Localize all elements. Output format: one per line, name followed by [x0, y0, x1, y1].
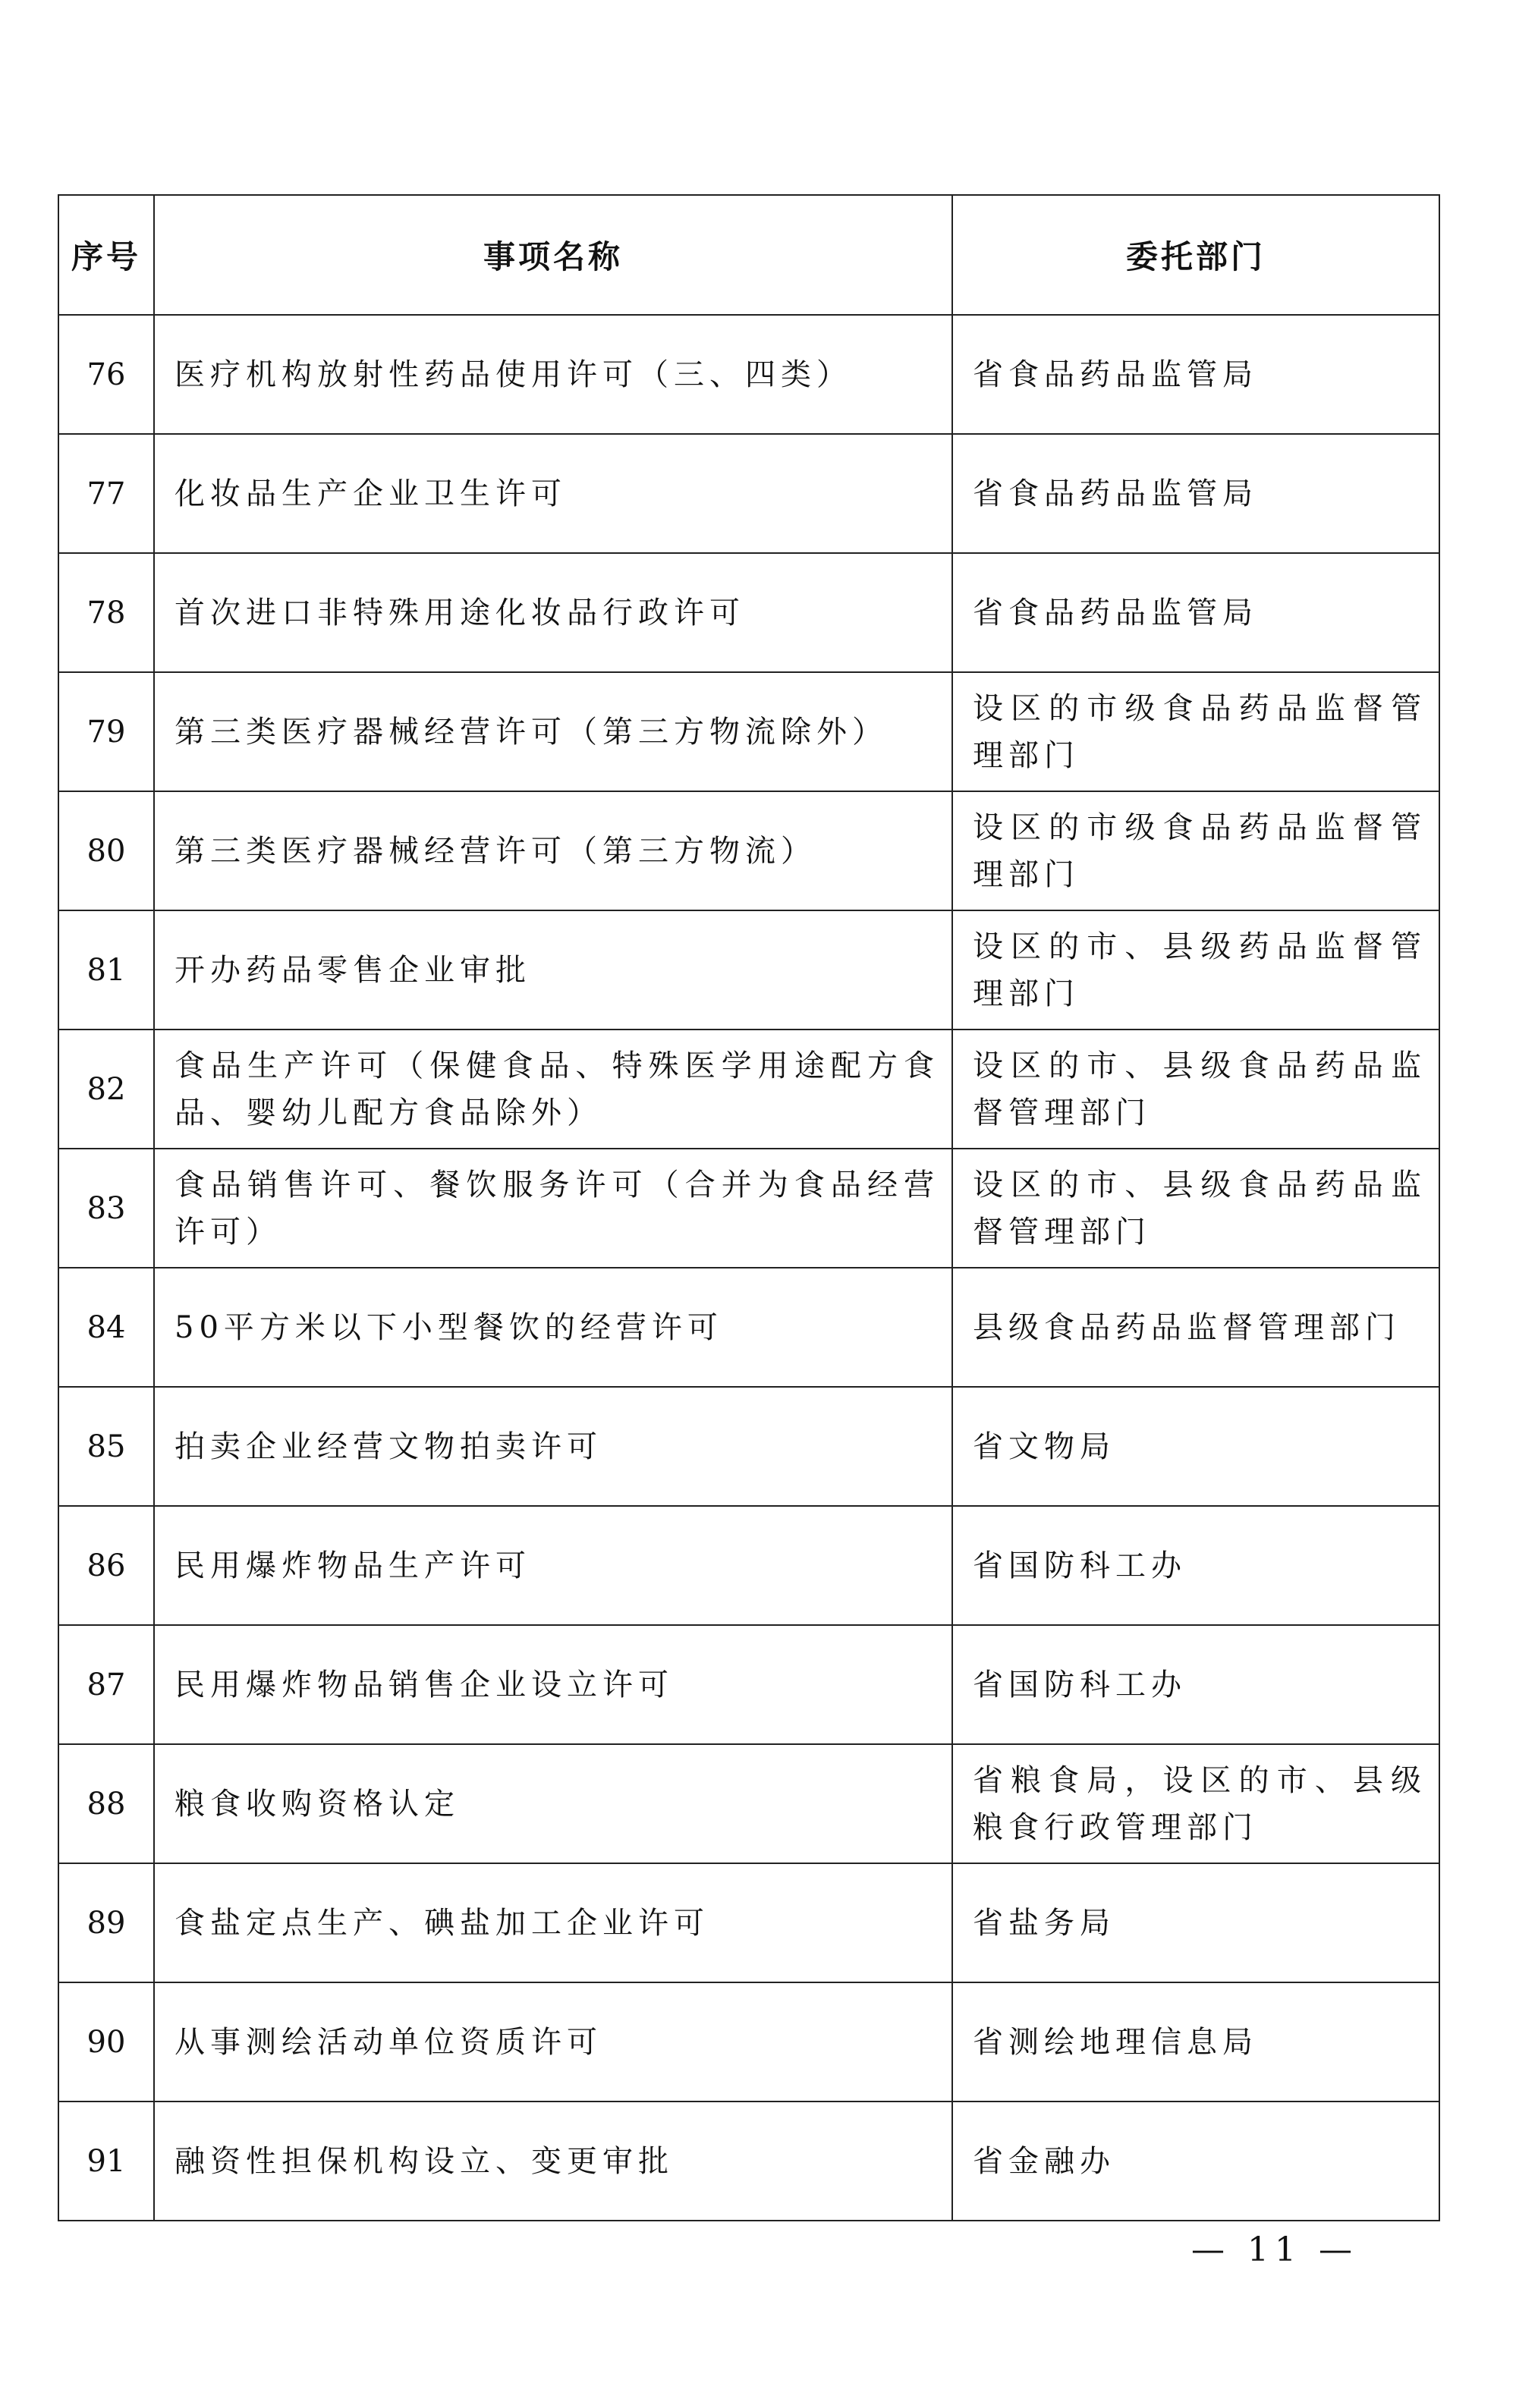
- row-item-name: 民用爆炸物品销售企业设立许可: [154, 1625, 952, 1744]
- row-item-name: 医疗机构放射性药品使用许可（三、四类）: [154, 315, 952, 434]
- row-department: 设区的市、县级食品药品监督管理部门: [952, 1149, 1439, 1268]
- table-row: [58, 1982, 1439, 2101]
- row-item-name: 拍卖企业经营文物拍卖许可: [154, 1387, 952, 1506]
- table-row: [58, 1268, 1439, 1387]
- row-number: 80: [58, 791, 154, 910]
- table-row: [58, 2101, 1439, 2221]
- table-row: [58, 315, 1439, 434]
- row-department: 省食品药品监管局: [952, 315, 1439, 434]
- row-item-name: 融资性担保机构设立、变更审批: [154, 2101, 952, 2221]
- table-row: [58, 1030, 1439, 1149]
- row-number: 76: [58, 315, 154, 434]
- row-department: 省盐务局: [952, 1863, 1439, 1982]
- header-item-name: 事项名称: [154, 195, 952, 315]
- row-item-name: 化妆品生产企业卫生许可: [154, 434, 952, 553]
- row-department: 省食品药品监管局: [952, 553, 1439, 672]
- row-department: 省国防科工办: [952, 1625, 1439, 1744]
- row-item-name: 食盐定点生产、碘盐加工企业许可: [154, 1863, 952, 1982]
- row-item-name: 食品销售许可、餐饮服务许可（合并为食品经营许可）: [154, 1149, 952, 1268]
- row-item-name: 粮食收购资格认定: [154, 1744, 952, 1863]
- row-item-name: 首次进口非特殊用途化妆品行政许可: [154, 553, 952, 672]
- row-department: 设区的市、县级食品药品监督管理部门: [952, 1030, 1439, 1149]
- row-item-name: 第三类医疗器械经营许可（第三方物流除外）: [154, 672, 952, 791]
- row-number: 78: [58, 553, 154, 672]
- row-department: 设区的市级食品药品监督管理部门: [952, 672, 1439, 791]
- row-item-name: 50平方米以下小型餐饮的经营许可: [154, 1268, 952, 1387]
- row-number: 88: [58, 1744, 154, 1863]
- table-row: [58, 1387, 1439, 1506]
- row-department: 省测绘地理信息局: [952, 1982, 1439, 2101]
- table-row: [58, 1149, 1439, 1268]
- row-department: 省食品药品监管局: [952, 434, 1439, 553]
- row-number: 82: [58, 1030, 154, 1149]
- row-department: 省文物局: [952, 1387, 1439, 1506]
- table-row: [58, 910, 1439, 1030]
- table-row: [58, 1744, 1439, 1863]
- table-row: [58, 434, 1439, 553]
- table-header-row: [58, 195, 1439, 315]
- row-item-name: 开办药品零售企业审批: [154, 910, 952, 1030]
- table-row: [58, 553, 1439, 672]
- table-row: [58, 1625, 1439, 1744]
- row-number: 81: [58, 910, 154, 1030]
- page-number: — 11 —: [1191, 2230, 1358, 2269]
- header-number: 序号: [58, 195, 154, 315]
- row-number: 83: [58, 1149, 154, 1268]
- row-number: 84: [58, 1268, 154, 1387]
- row-item-name: 从事测绘活动单位资质许可: [154, 1982, 952, 2101]
- row-department: 省粮食局，设区的市、县级粮食行政管理部门: [952, 1744, 1439, 1863]
- row-department: 省国防科工办: [952, 1506, 1439, 1625]
- row-department: 设区的市级食品药品监督管理部门: [952, 791, 1439, 910]
- table-row: [58, 1506, 1439, 1625]
- row-number: 87: [58, 1625, 154, 1744]
- header-department: 委托部门: [952, 195, 1439, 315]
- table-row: [58, 672, 1439, 791]
- table-row: [58, 1863, 1439, 1982]
- items-table: [58, 194, 1440, 2221]
- row-department: 省金融办: [952, 2101, 1439, 2221]
- row-number: 79: [58, 672, 154, 791]
- row-number: 86: [58, 1506, 154, 1625]
- row-number: 89: [58, 1863, 154, 1982]
- row-department: 县级食品药品监督管理部门: [952, 1268, 1439, 1387]
- row-number: 85: [58, 1387, 154, 1506]
- row-item-name: 食品生产许可（保健食品、特殊医学用途配方食品、婴幼儿配方食品除外）: [154, 1030, 952, 1149]
- row-item-name: 第三类医疗器械经营许可（第三方物流）: [154, 791, 952, 910]
- table-row: [58, 791, 1439, 910]
- row-number: 90: [58, 1982, 154, 2101]
- row-number: 77: [58, 434, 154, 553]
- row-department: 设区的市、县级药品监督管理部门: [952, 910, 1439, 1030]
- row-item-name: 民用爆炸物品生产许可: [154, 1506, 952, 1625]
- row-number: 91: [58, 2101, 154, 2221]
